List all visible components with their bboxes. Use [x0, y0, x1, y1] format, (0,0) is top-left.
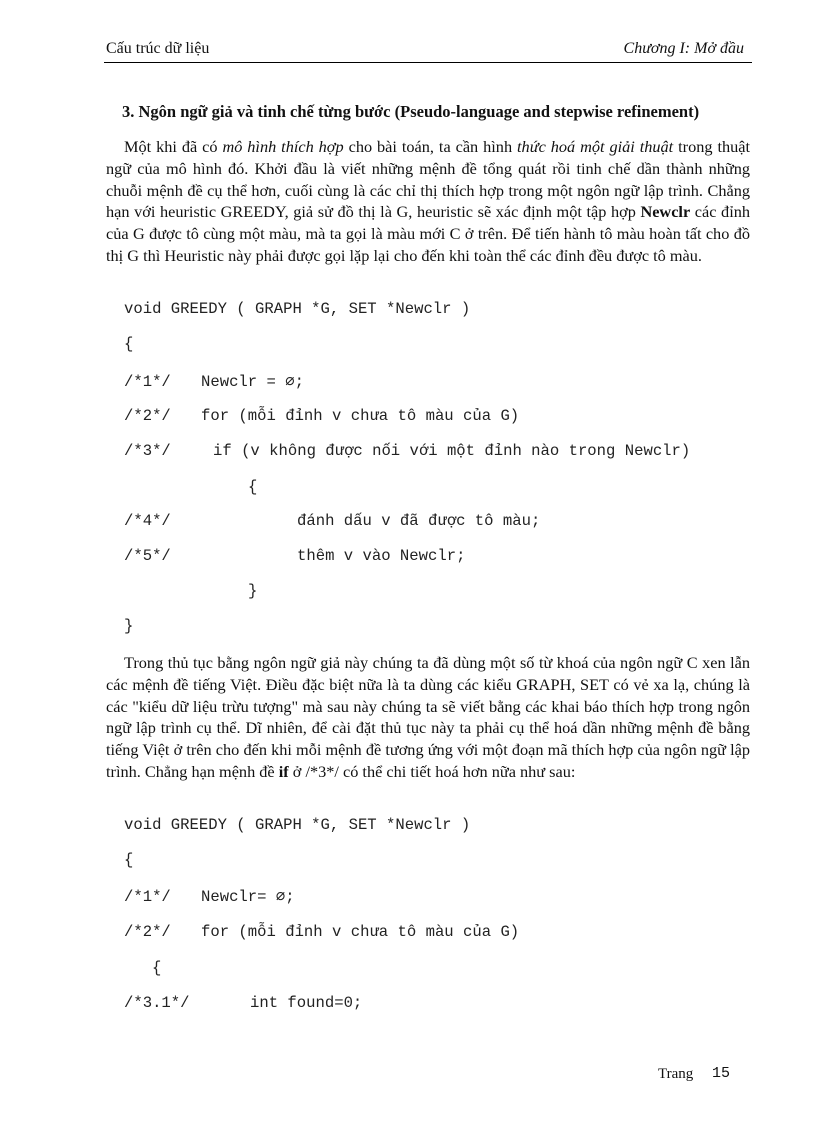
code1-open-brace: { [124, 335, 134, 353]
paragraph-text: ở /*3*/ có thể chi tiết hoá hơn nữa như sau: [288, 761, 576, 781]
paragraph-bold: Newclr [640, 202, 691, 222]
code-statement: Newclr= ∅; [201, 888, 295, 906]
code-statement: if (v không được nối với một đỉnh nào trong Newclr) [213, 442, 691, 460]
code-statement: for (mỗi đỉnh v chưa tô màu của G) [201, 923, 520, 941]
code2-signature: void GREEDY ( GRAPH *G, SET *Newclr ) [124, 816, 471, 834]
line-number-comment: /*2*/ [124, 923, 171, 941]
header-book-title: Cấu trúc dữ liệu [106, 40, 210, 57]
paragraph-text: Một khi đã có [124, 137, 223, 156]
paragraph-italic: mô hình thích hợp [222, 137, 344, 156]
code-statement: for (mỗi đỉnh v chưa tô màu của G) [201, 407, 520, 425]
header-chapter-title: Chương I: Mở đầu [623, 40, 744, 57]
code2-inner-open-brace: { [152, 959, 162, 977]
paragraph-text: cho bài toán, ta cần hình [343, 137, 518, 156]
line-number-comment: /*3.1*/ [124, 994, 190, 1012]
code1-close-brace: } [124, 617, 134, 635]
code1-signature: void GREEDY ( GRAPH *G, SET *Newclr ) [124, 300, 471, 318]
line-number-comment: /*1*/ [124, 373, 171, 391]
code1-inner-close-brace: } [248, 582, 258, 600]
paragraph-italic: thức hoá một giải thuật [517, 137, 674, 156]
section-heading: 3. Ngôn ngữ giả và tinh chế từng bước (Pseudo-language and stepwise refinement) [122, 102, 700, 121]
code2-line-2 [124, 923, 519, 941]
code-statement: Newclr = ∅; [201, 373, 304, 391]
paragraph-text: Trong thủ tục bằng ngôn ngữ giả này chúng ta đã dùng một số từ khoá của ngôn ngữ C xen lẫn các mệnh đề tiếng Việt. Điều đặc biệt nữa là ta dùng các kiểu GRAPH, SET có vẻ xa lạ, chúng là các "kiểu dữ liệu trừu tượng" mà sau này chúng ta sẽ viết bằng các khai báo thích hợp trong ngôn ngữ lập trình cụ thể. Dĩ nhiên, để cài đặt thủ tục này ta phải cụ thể hoá dần những mệnh đề bằng tiếng Việt ở trên cho đến khi mỗi mệnh đề tương ứng với một đoạn mã thích hợp của ngôn ngữ lập trình. Chẳng hạn mệnh đề [106, 653, 750, 781]
paragraph-text: trong thuật ngữ của mô hình đó. Khởi đầu là viết những mệnh đề tổng quát rồi tinh chế dần thành những chuỗi mệnh đề cụ thể hơn, cuối cùng là các chỉ thị thích hợp trong một ngôn ngữ lập trình. Chẳng hạn với heuristic GREEDY, giả sử đồ thị là G, heuristic sẽ xác định một tập hợp [106, 137, 751, 222]
code-statement: đánh dấu v đã được tô màu; [297, 512, 541, 530]
line-number-comment: /*5*/ [124, 547, 171, 565]
code1-line-2 [124, 407, 519, 425]
code1-line-1 [124, 372, 304, 391]
line-number-comment: /*4*/ [124, 512, 171, 530]
line-number-comment: /*2*/ [124, 407, 171, 425]
footer-page-number: 15 [712, 1065, 731, 1082]
line-number-comment: /*1*/ [124, 888, 171, 906]
header-rule [104, 62, 752, 63]
code-statement: int found=0; [250, 994, 363, 1012]
paragraph-intro [106, 136, 750, 267]
code1-line-5 [124, 547, 465, 565]
code1-line-3 [124, 442, 690, 460]
paragraph-text: các đỉnh của G được tô cùng một màu, mà ta gọi là màu mới C ở trên. Để tiến hành tô màu hoàn tất cho đồ thị G thì Heuristic này phải được gọi lặp lại cho đến khi toàn thể các đỉnh đều được tô màu. [106, 202, 751, 265]
paragraph-explanation [106, 652, 750, 783]
code2-line-3-1 [124, 994, 362, 1012]
code-statement: thêm v vào Newclr; [297, 547, 466, 565]
code1-line-4 [124, 512, 540, 530]
code2-line-1 [124, 887, 295, 906]
line-number-comment: /*3*/ [124, 442, 171, 460]
footer-page-label: Trang [658, 1066, 694, 1082]
code2-open-brace: { [124, 851, 134, 869]
code1-inner-open-brace: { [248, 478, 258, 496]
paragraph-bold: if [278, 761, 289, 781]
